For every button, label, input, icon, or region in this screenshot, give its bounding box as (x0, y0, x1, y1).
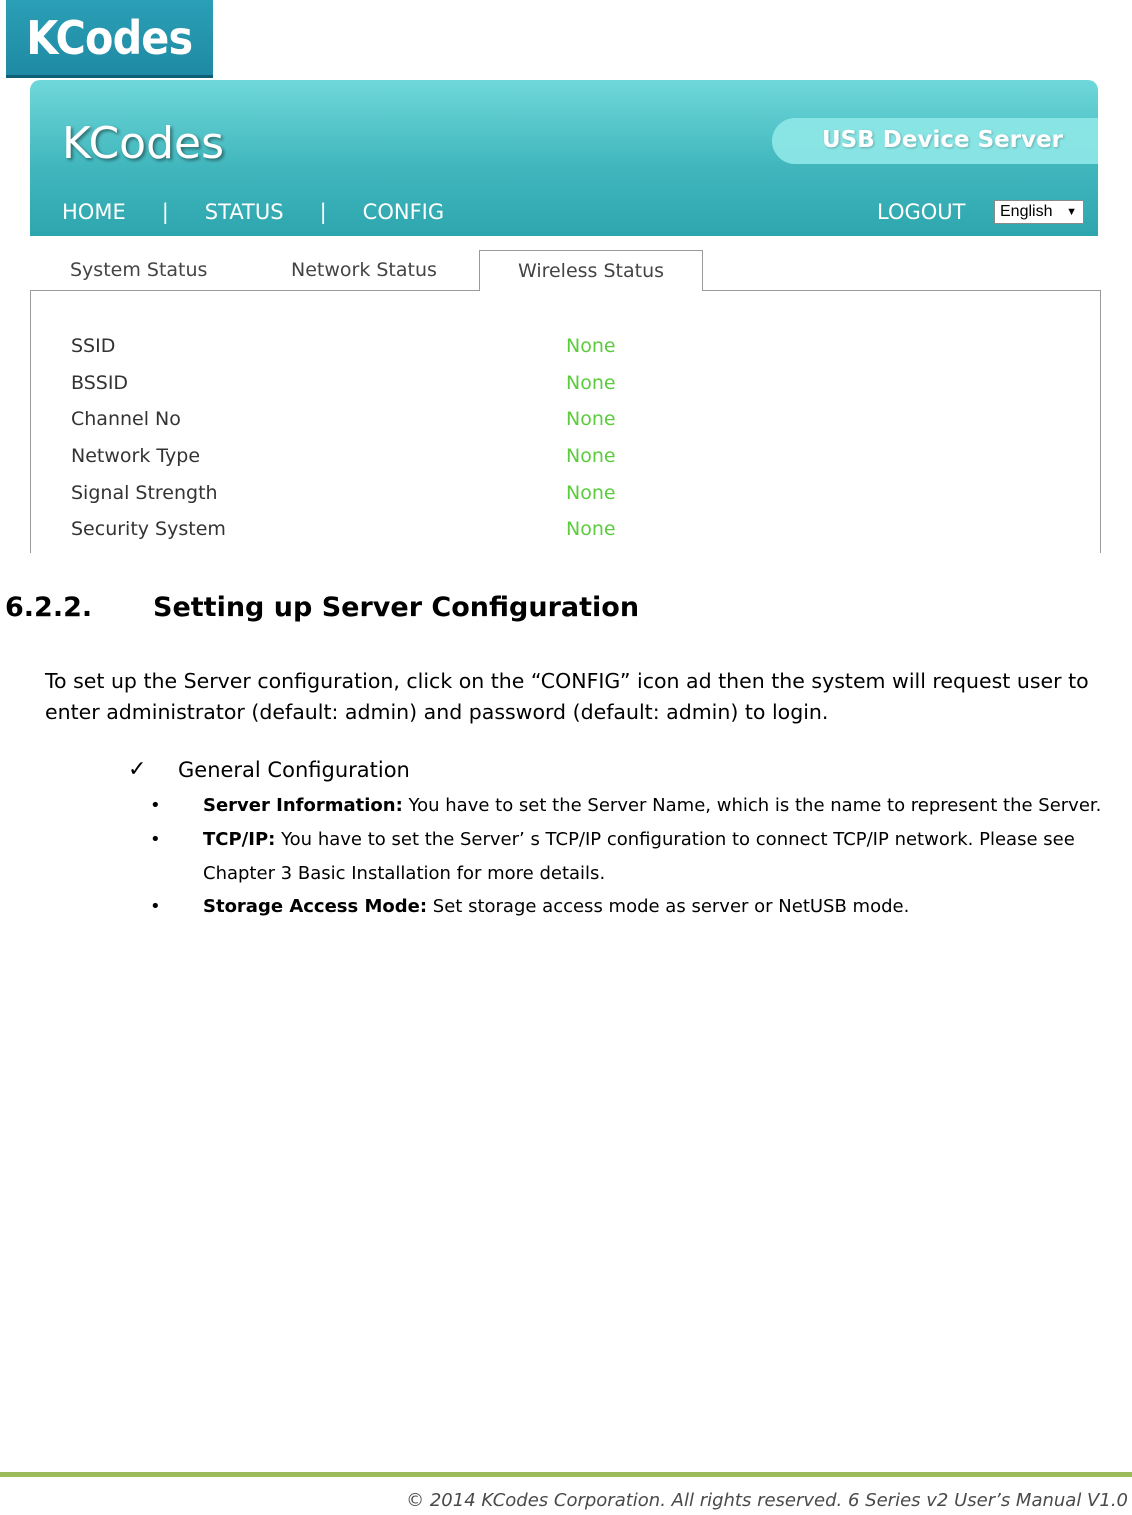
row-label-signal: Signal Strength (71, 482, 218, 504)
row-value-bssid: None (566, 372, 616, 394)
row-value-network-type: None (566, 445, 616, 467)
row-label-channel: Channel No (71, 408, 181, 430)
language-selected: English (1000, 203, 1053, 220)
list-item-term: Server Information: (203, 795, 403, 816)
device-header (30, 80, 1098, 236)
footer-rule (0, 1472, 1132, 1477)
nav-logout[interactable]: LOGOUT (877, 200, 966, 224)
row-value-channel: None (566, 408, 616, 430)
row-value-signal: None (566, 482, 616, 504)
section-title: Setting up Server Configuration (153, 592, 640, 623)
list-item (203, 890, 1118, 924)
tab-wireless-status[interactable]: Wireless Status (479, 250, 703, 291)
bullet-icon: • (150, 795, 161, 816)
list-item-text: You have to set the Server Name, which is the name to represent the Server. (402, 795, 1102, 816)
footer-text: © 2014 KCodes Corporation. All rights reserved. 6 Series v2 User’s Manual V1.0 (406, 1490, 1128, 1511)
kcodes-logo (6, 0, 213, 78)
row-label-bssid: BSSID (71, 372, 129, 394)
intro-paragraph: To set up the Server configuration, click on the “CONFIG” icon ad then the system will request user to enter administrator (default: admin) and password (default: admin) to login. (45, 669, 1089, 724)
bullet-icon: • (150, 896, 161, 917)
row-value-ssid: None (566, 335, 616, 357)
list-item (203, 789, 1118, 823)
section-number: 6.2.2. (5, 592, 93, 623)
row-label-ssid: SSID (71, 335, 116, 357)
tab-system-status[interactable]: System Status (70, 259, 208, 281)
status-tabs (30, 250, 1101, 290)
list-item (203, 823, 1118, 891)
nav-separator: | (161, 200, 169, 224)
product-pill-label: USB Device Server (822, 127, 1064, 153)
nav-config[interactable]: CONFIG (362, 200, 445, 224)
top-nav (62, 200, 444, 224)
nav-home[interactable]: HOME (62, 200, 126, 224)
row-value-security: None (566, 518, 616, 540)
section-heading (5, 592, 639, 623)
tab-network-status[interactable]: Network Status (291, 259, 437, 281)
language-select[interactable] (994, 200, 1084, 224)
product-pill (772, 118, 1098, 164)
list-item-text: You have to set the Server’ s TCP/IP configuration to connect TCP/IP network. Please see Chapter 3 Basic Installation for more details. (203, 829, 1075, 884)
nav-separator: | (319, 200, 327, 224)
bullet-icon: • (150, 829, 161, 850)
dropdown-arrow-icon: ▼ (1066, 206, 1077, 218)
device-ui-screenshot (30, 80, 1101, 553)
row-label-network-type: Network Type (71, 445, 201, 467)
row-label-security: Security System (71, 518, 226, 540)
list-item-term: Storage Access Mode: (203, 896, 428, 917)
wireless-status-panel (30, 290, 1101, 553)
checkmark-icon: ✓ (128, 757, 147, 782)
list-item-text: Set storage access mode as server or NetUSB mode. (427, 896, 910, 917)
device-brand: KCodes (62, 118, 225, 169)
nav-status[interactable]: STATUS (204, 200, 284, 224)
checklist-label: General Configuration (178, 758, 410, 782)
logo-text: KCodes (26, 10, 193, 65)
list-item-term: TCP/IP: (203, 829, 276, 850)
